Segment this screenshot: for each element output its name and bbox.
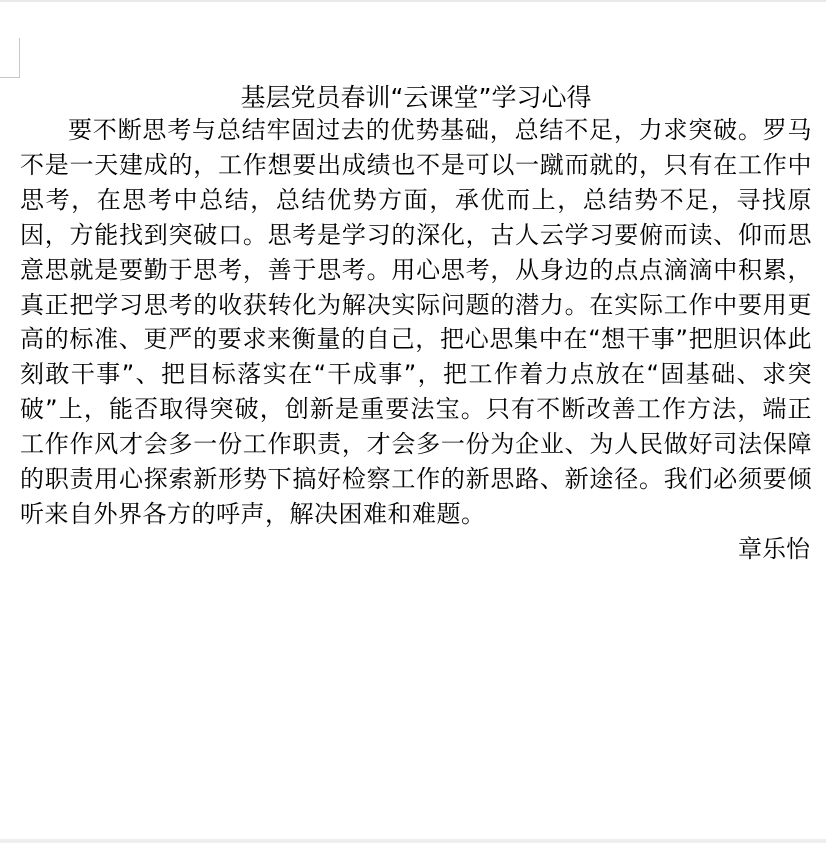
margin-corner-mark [0,38,20,78]
page-bottom-edge [0,839,826,843]
page-top-edge [0,0,826,2]
document-author: 章乐怡 [738,534,810,563]
document-title: 基层党员春训“云课堂”学习心得 [240,83,592,112]
document-content[interactable] [20,82,812,567]
document-body-paragraph: 要不断思考与总结牢固过去的优势基础，总结不足，力求突破。罗马不是一天建成的，工作想要出成绩也不是可以一蹴而就的，只有在工作中思考，在思考中总结，总结优势方面，承优而上，总结势不足，寻找原因，方能找到突破口。思考是学习的深化，古人云学习要俯而读、仰而思意思就是要勤于思考，善于思考。用心思考，从身边的点点滴滴中积累，真正把学习思考的收获转化为解决实际问题的潜力。在实际工作中要用更高的标准、更严的要求来衡量的自己，把心思集中在“想干事”把胆识体此刻敢干事”、把目标落实在“干成事”，把工作着力点放在“固基础、求突破”上，能否取得突破，创新是重要法宝。只有不断改善工作方法，端正工作作风才会多一份工作职责，才会多一份为企业、为人民做好司法保障的职责用心探索新形势下搞好检察工作的新思路、新途径。我们必须要倾听来自外界各方的呼声，解决困难和难题。 [20,116,812,528]
